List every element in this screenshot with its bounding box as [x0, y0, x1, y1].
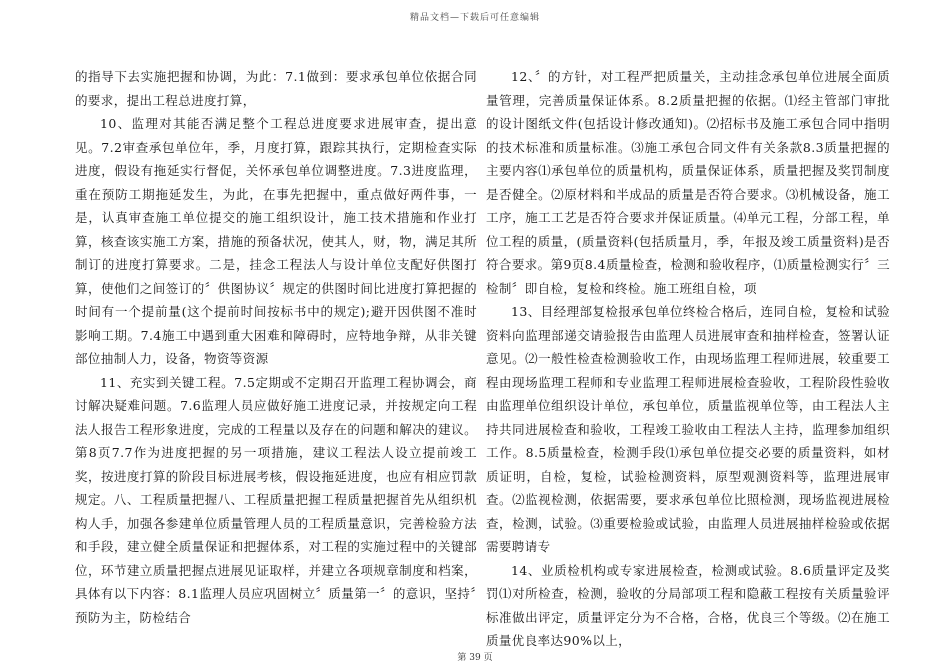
paragraph: 11、充实到关键工程。7.5定期或不定期召开监理工程协调会，商讨解决疑难问题。7.6监理人员应做好施工进度记录，并按规定向工程法人报告工程形象进度，完成的工程量以及存在的问题和解决的建议。第8页7.7作为进度把握的另一项措施，建议工程法人设立提前竣工奖，按进度打算的阶段目标进展考核，假设拖延进度，也应有相应罚款规定。八、工程质量把握八、工程质量把握工程质量把握首先从组织机构人手，加强各参建单位质量管理人员的工程质量意识，完善检验方法和手段，建立健全质量保证和把握体系，对工程的实施过程中的关键部位，环节建立质量把握点进展见证取样，并建立各项规章制度和档案，具体有以下内容：8.1监理人员应巩固树立〞质量第一〞的意识，坚持〞预防为主，防检结合: [75, 374, 477, 625]
paragraph: 14、业质检机构或专家进展检查，检测或试验。8.6质量评定及奖罚⑴对所检查，检测，验收的分局部项工程和隐蔽工程按有关质量验评标准做出评定，质量评定分为不合格，合格，优良三个等级。⑵在施工质量优良率达90%以上，: [486, 562, 890, 648]
paragraph: 13、目经理部复检报承包单位终检合格后，连同自检，复检和试验资料向监理部递交请验报告由监理人员进展审查和抽样检查，签署认证意见。⑵一般性检查检测验收工作，由现场监理工程师进展，较重要工程由现场监理工程师和专业监理工程师进展检查验收，工程阶段性验收由监理单位组织设计单位，承包单位，质量监视单位等，由工程法人主持共同进展检查和验收，工程竣工验收由工程法人主持，监理参加组织工作。8.5质量检查，检测手段⑴承包单位提交必要的质量资料，如材质证明，自检，复检，试验检测资料，原型观测资料等，监理进展审查。⑵监视检测，依据需要，要求承包单位比照检测，现场监视进展检查，检测，试验。⑶重要检验或试验，由监理人员进展抽样检验或依据需要聘请专: [486, 304, 890, 554]
page-number: 第 39 页: [457, 653, 493, 663]
paragraph: 10、监理对其能否满足整个工程总进度要求进展审查，提出意见。7.2审查承包单位年，季，月度打算，跟踪其执行，定期检查实际进度，假设有拖延实行督促，关怀承包单位调整进度。7.3进度监理，重在预防工期拖延发生，为此，在事先把握中，重点做好两件事，一是，认真审查施工单位提交的施工组织设计，施工技术措施和作业打算，核查该实施工方案，措施的预备状况，使其人，财，物，满足其所制订的进度打算要求。二是，挂念工程法人与设计单位支配好供图打算，使他们之间签订的〞供图协议〞规定的供图时间比进度打算把握的时间有一个提前量(这个提前时间按标书中的规定);避开因供图不准时影响工期。7.4施工中遇到重大困难和障碍时，应特地争辩，从非关键部位抽制人力，设备，物资等资源: [75, 116, 477, 366]
page-header: 精品文档—下载后可任意编辑: [409, 13, 540, 23]
paragraph: 的指导下去实施把握和协调，为此：7.1做到：要求承包单位依据合同的要求，提出工程总进度打算，: [75, 69, 477, 108]
left-column: [75, 65, 477, 629]
right-column: [486, 65, 890, 653]
paragraph: 12、〞的方针，对工程严把质量关，主动挂念承包单位进展全面质量管理，完善质量保证体系。8.2质量把握的依据。⑴经主管部门审批的设计图纸文件(包括设计修改通知)。⑵招标书及施工承包合同中指明的技术标准和质量标准。⑶施工承包合同文件有关条款8.3质量把握的主要内容⑴承包单位的质量机构，质量保证体系，质量把握及奖罚制度是否健全。⑵原材料和半成品的质量是否符合要求。⑶机械设备，施工工序，施工工艺是否符合要求并保证质量。⑷单元工程，分部工程，单位工程的质量，(质量资料(包括质量月，季，年报及竣工质量资料)是否符合要求。第9页8.4质量检查，检测和验收程序，⑴质量检测实行〞三检制〞即自检，复检和终检。施工班组自检，项: [486, 69, 890, 296]
